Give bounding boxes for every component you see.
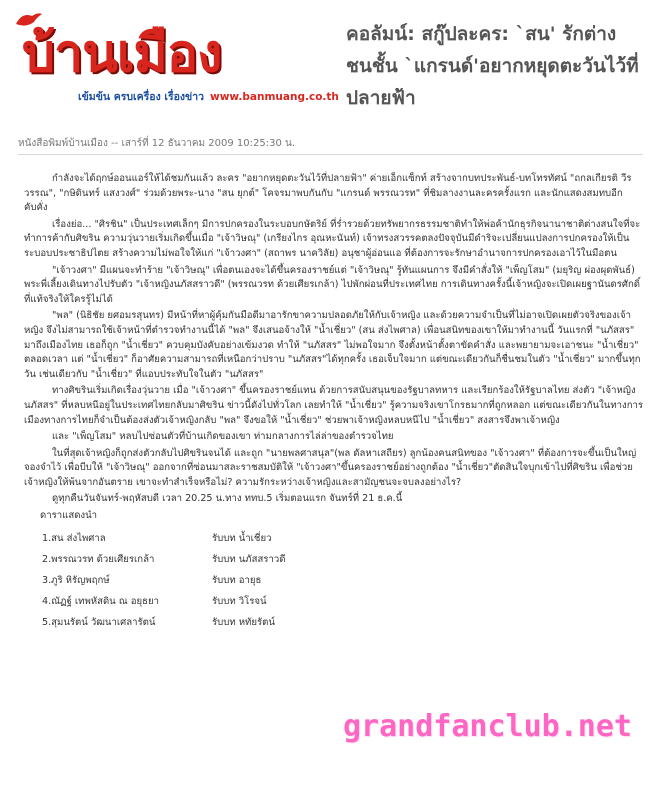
cast-list <box>24 528 644 633</box>
cast-name: 2.พรรณวรท ด้วยเศียรเกล้า <box>42 553 155 565</box>
cast-title: ดาราแสดงนำ <box>40 510 98 522</box>
logo-tagline <box>78 88 339 105</box>
cast-role: รับบท น้ำเชี่ยว <box>212 532 272 544</box>
site-url[interactable]: www.banmuang.co.th <box>210 91 339 103</box>
cast-role: รับบท วิโรจน์ <box>212 595 267 607</box>
cast-name: 4.ณัฏฐ์ เทพหัสดิน ณ อยุธยา <box>42 595 159 607</box>
article-paragraph: กำลังจะได้ฤกษ์ออนแอร์ให้ได้ชมกันแล้ว ละคร "อยากหยุดตะวันไว้ที่ปลายฟ้า" ค่ายเอ็กแซ็กท์ สร้างจากบทประพันธ์-บทโทรทัศน์ "ถกลเกียรติ วีรวรรณ", "กษิดินทร์ แสงวงศ์" ร่วมด้วยพระ-นาง "สน ยุกต์" โคจรมาพบกันกับ "แกรนด์ พรรณวรท" ที่ชิมลางงานละครครั้งแรก และนักแสดงสมทบอีกคับคั่ง <box>24 173 632 214</box>
article-paragraph: ทางศิขรินเริ่มเกิดเรื่องวุ่นวาย เมื่อ "เจ้าวงศา" ขึ้นครองราชย์แทน ด้วยการสนับสนุนของรัฐบาลทหาร และเรียกร้องให้รัฐบาลไทย ส่งตัว "เจ้าหญิงนภัสสร" ที่หลบหนีอยู่ในประเทศไทยกลับมาศิขริน ข่าวนี้ดังไปทั่วโลก เลยทำให้ "น้ำเชี่ยว" รู้ความจริงเขาโกรธมากที่ถูกหลอก แต่ขณะเดียวกันในทางการเมืองทางการไทยก็จำเป็นต้องส่งตัวเจ้าหญิงกลับ "พล" จึงขอให้ "น้ำเชี่ยว" ช่วยพาเจ้าหญิงหลบหนีไป "น้ำเชี่ยว" สงสารจึงพาเจ้าหญิง <box>24 385 644 426</box>
cast-name: 5.สุมนรัตน์ วัฒนาเศลารัตน์ <box>42 616 156 628</box>
article-byline: หนังสือพิมพ์บ้านเมือง -- เสาร์ที่ 12 ธันวาคม 2009 10:25:30 น. <box>18 138 296 149</box>
article-paragraph: และ "เพ็ญโสม" หลบไปซ่อนตัวที่บ้านเกิดของเขา ท่ามกลางการไล่ล่าของตำรวจไทย <box>52 431 394 443</box>
article-paragraph: "พล" (นิธิชัย ยศอมรสุนทร) มีหน้าที่หาผู้คุ้มกันมือดีมาอารักขาความปลอดภัยให้กับเจ้าหญิง และด้วยความจำเป็นที่ไม่อาจเปิดเผยตัวจริงของเจ้าหญิง จึงไม่สามารถใช้เจ้าหน้าที่ตำรวจทำงานนี้ได้ "พล" จึงเสนอจ้างให้ "น้ำเชี่ยว" (สน ส่งไพศาล) เพื่อนสนิทของเขาให้มาทำงานนี้ วันแรกที่ "นภัสสร" มาถึงเมืองไทย เธอก็ถูก "น้ำเชี่ยว" ควบคุมบังคับอย่างเข้มงวด ทำให้ "นภัสสร" ไม่พอใจมาก จึงตั้งหน้าตั้งตาขัดคำสั่ง และพยายามจะเอาชนะ "น้ำเชี่ยว" ตลอดเวลา แต่ "น้ำเชี่ยว" ก็อาศัยความสามารถที่เหนือกว่าปราบ "นภัสสร"ได้ทุกครั้ง เธอเจ็บใจมาก แต่ขณะเดียวกันก็ชื่นชมในตัว "น้ำเชี่ยว" มากขึ้นทุกวัน เช่นเดียวกับ "น้ำเชี่ยว" ที่แอบประทับใจในตัว "นภัสสร" <box>24 310 641 380</box>
header-divider <box>18 154 643 155</box>
masthead <box>0 0 661 115</box>
cast-name: 1.สน ส่งไพศาล <box>42 532 106 544</box>
cast-role: รับบท อายุธ <box>212 574 262 586</box>
cast-item <box>24 528 644 549</box>
logo-wordmark: บ้านเมือง <box>22 23 222 84</box>
article-paragraph: เรื่องย่อ... "ศิรชิน" เป็นประเทศเล็กๆ มีการปกครองในระบอบกษัตริย์ ที่ร่ำรวยด้วยทรัพยากรธรรมชาติทำให้พ่อค้านักธุรกิจนานาชาติต่างสนใจที่จะทำการค้ากับศิขริน ความวุ่นวายเริ่มเกิดขึ้นเมื่อ "เจ้าวิษณุ" (เกรียงไกร อุณหะนันท์) เจ้าทรงสวรรคตลงปัจจุบันมีดำริจะเปลี่ยนแปลงการปกครองให้เป็นระบอบประชาธิปไตย สร้างความไม่พอใจให้แก่ "เจ้าวงศา" (สถาพร นาควิลัย) อนุชาผู้อ่อนแอ ที่ต้องการจะรักษาอำนาจการปกครองเอาไว้ในมือตน <box>24 218 641 259</box>
article-paragraph: ในที่สุดเจ้าหญิงก็ถูกส่งตัวกลับไปศิขรินจนได้ และถูก "นายพลศาสนุล"(พล ดัลหาเสถียร) ลูกน้องคนสนิทของ "เจ้าวงศา" ที่ต้องการจะขึ้นเป็นใหญ่จองจำไว้ เพื่อบีบให้ "เจ้าวิษณุ" ออกจากที่ซ่อนมาสละราชสมบัติให้ "เจ้าวงศา"ขึ้นครองราชย์อย่างถูกต้อง "น้ำเชี่ยว"ตัดสินใจบุกเข้าไปที่ศิขริน เพื่อช่วยเจ้าหญิงให้พ้นจากอันตราย เขาจะทำสำเร็จหรือไม่? ความรักระหว่างเจ้าหญิงและสามัญชนจะจบลงอย่างไร? <box>24 447 637 488</box>
cast-item <box>24 591 644 612</box>
cast-role: รับบท นภัสสราวดี <box>212 553 286 565</box>
fanclub-watermark <box>343 705 643 753</box>
article-body <box>24 172 644 633</box>
cast-item <box>24 570 644 591</box>
cast-item <box>24 549 644 570</box>
article-paragraph: ดูทุกคืนวันจันทร์-พฤหัสบดี เวลา 20.25 น.ทาง ททบ.5 เริ่มตอนแรก จันทร์ที่ 21 ธ.ค.นี้ <box>52 493 403 505</box>
article-paragraph: "เจ้าวงศา" มีแผนจะทำร้าย "เจ้าวิษณุ" เพื่อตนเองจะได้ขึ้นครองราชย์แต่ "เจ้าวิษณุ" รู้ทันแผนการ จึงมีคำสั่งให้ "เพ็ญโสม" (มยุริญ ผ่องผุดพันธ์) พระพี่เลี้ยงเดินทางไปรับตัว "เจ้าหญิงนภัสสราวดี" (พรรณวรท ด้วยเศียรเกล้า) ไปพักผ่อนที่ประเทศไทย การเดินทางครั้งนี้เจ้าหญิงจะเปิดเผยฐานันดรศักดิ์ที่แท้จริงให้ใครรู้ไม่ได้ <box>24 264 641 305</box>
article-headline: คอลัมน์: สกู๊ปละคร: `สน' รักต่างชนชั้น `แกรนด์'อยากหยุดตะวันไว้ที่ปลายฟ้า <box>346 23 639 109</box>
cast-item <box>24 612 644 633</box>
cast-name: 3.ภูริ หิรัญพฤกษ์ <box>42 574 110 586</box>
tagline-text: เข้มข้น ครบเครื่อง เรื่องข่าว <box>78 91 204 103</box>
banmuang-logo[interactable] <box>12 8 337 104</box>
cast-role: รับบท หทัยรัตน์ <box>212 616 275 628</box>
watermark-text: grandfanclub.net <box>343 709 632 744</box>
